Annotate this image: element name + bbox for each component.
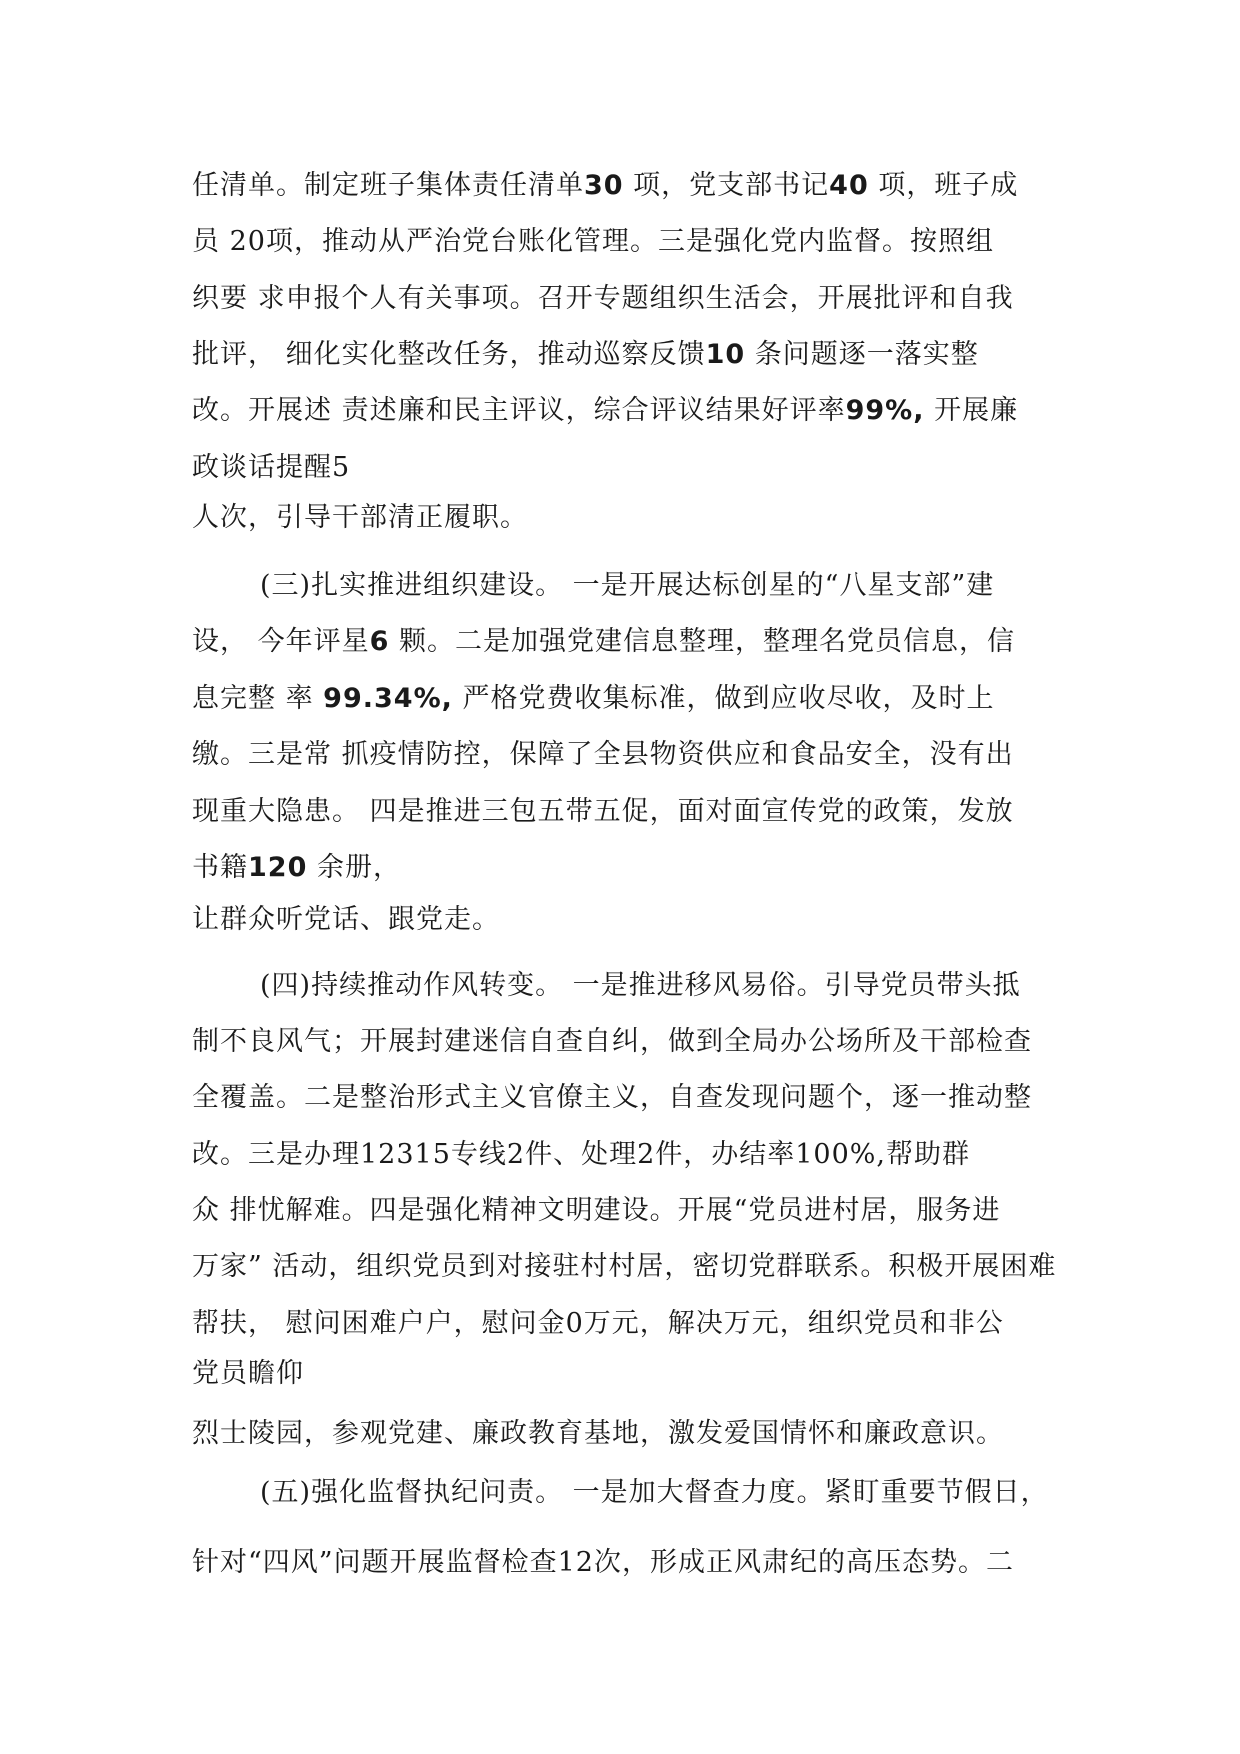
- text-segment: 书籍: [192, 852, 248, 883]
- text-line: [192, 1545, 1014, 1581]
- text-segment: 缴。三是常 抓疫情防控，保障了全县物资供应和食品安全，没有出: [192, 739, 1014, 770]
- text-segment: 项，党支部书记: [623, 170, 830, 201]
- text-segment: 现重大隐患。 四是推进三包五带五促，面对面宣传党的政策，发放: [192, 796, 1014, 827]
- text-segment: 烈士陵园，参观党建、廉政教育基地，激发爱国情怀和廉政意识。: [192, 1418, 1004, 1449]
- text-segment: 改。三是办理12315专线2件、处理2件，办结率100%,帮助群: [192, 1139, 971, 1170]
- text-segment: 帮扶， 慰问困难户户，慰问金0万元，解决万元，组织党员和非公: [192, 1308, 1004, 1339]
- bold-number: 120: [248, 852, 308, 883]
- text-line: [192, 1024, 1032, 1060]
- text-segment: 任清单。制定班子集体责任清单: [192, 170, 584, 201]
- bold-number: 30: [584, 170, 624, 201]
- text-line: [192, 902, 500, 938]
- text-segment: 改。开展述 责述廉和民主评议，综合评议结果好评率: [192, 395, 846, 426]
- text-line: [192, 794, 1014, 830]
- text-line: [192, 1306, 1004, 1342]
- text-segment: 条问题逐一落实整: [745, 339, 979, 370]
- text-line: [192, 1080, 1032, 1116]
- text-segment: 让群众听党话、跟党走。: [192, 904, 500, 935]
- section-heading-line: [260, 968, 1021, 1004]
- text-line: [192, 737, 1014, 773]
- bold-number: 99%,: [845, 395, 925, 426]
- text-segment: 颗。二是加强党建信息整理，整理名党员信息，信: [389, 626, 1015, 657]
- text-line: [192, 450, 350, 486]
- text-segment: (五)强化监督执纪问责。 一是加大督查力度。紧盯重要节假日，: [260, 1477, 1049, 1508]
- text-line: [192, 1356, 304, 1392]
- text-segment: 万家” 活动，组织党员到对接驻村村居，密切党群联系。积极开展困难: [192, 1251, 1057, 1282]
- text-segment: 批评， 细化实化整改任务，推动巡察反馈: [192, 339, 706, 370]
- text-segment: 织要 求申报个人有关事项。召开专题组织生活会，开展批评和自我: [192, 283, 1014, 314]
- text-segment: 针对“四风”问题开展监督检查12次，形成正风肃纪的高压态势。二: [192, 1547, 1014, 1578]
- text-line: [192, 500, 528, 536]
- text-segment: 员 20项，推动从严治党台账化管理。三是强化党内监督。按照组: [192, 226, 994, 257]
- text-line: [192, 1249, 1056, 1285]
- text-line: [192, 1193, 1000, 1229]
- text-segment: 人次，引导干部清正履职。: [192, 502, 528, 533]
- text-segment: 众 排忧解难。四是强化精神文明建设。开展“党员进村居，服务进: [192, 1195, 1001, 1226]
- text-segment: 严格党费收集标准，做到应收尽收，及时上: [452, 683, 995, 714]
- text-line: [192, 224, 994, 260]
- text-segment: 全覆盖。二是整治形式主义官僚主义，自查发现问题个，逐一推动整: [192, 1082, 1032, 1113]
- section-heading-line: [260, 1475, 1049, 1511]
- section-heading-line: [260, 568, 994, 604]
- text-segment: 党员瞻仰: [192, 1358, 304, 1389]
- text-line: [192, 624, 1015, 660]
- text-line: [192, 1416, 1004, 1452]
- text-segment: 余册，: [307, 852, 401, 883]
- text-line: [192, 337, 979, 373]
- text-line: [192, 168, 1018, 204]
- text-segment: 项，班子成: [868, 170, 1019, 201]
- text-segment: 开展廉: [924, 395, 1019, 426]
- bold-number: 99.34%,: [323, 683, 453, 714]
- text-segment: 息完整 率: [192, 683, 324, 714]
- text-segment: 制不良风气；开展封建迷信自查自纠，做到全局办公场所及干部检查: [192, 1026, 1032, 1057]
- text-segment: 设， 今年评星: [192, 626, 370, 657]
- text-segment: 政谈话提醒5: [192, 452, 351, 483]
- text-line: [192, 681, 994, 717]
- bold-number: 10: [705, 339, 746, 370]
- bold-number: 6: [369, 626, 390, 657]
- text-line: [192, 1137, 970, 1173]
- text-segment: (三)扎实推进组织建设。 一是开展达标创星的“八星支部”建: [260, 570, 995, 601]
- text-line: [192, 850, 401, 886]
- text-segment: (四)持续推动作风转变。 一是推进移风易俗。引导党员带头抵: [260, 970, 1021, 1001]
- text-line: [192, 281, 1014, 317]
- bold-number: 40: [829, 170, 869, 201]
- text-line: [192, 393, 1018, 429]
